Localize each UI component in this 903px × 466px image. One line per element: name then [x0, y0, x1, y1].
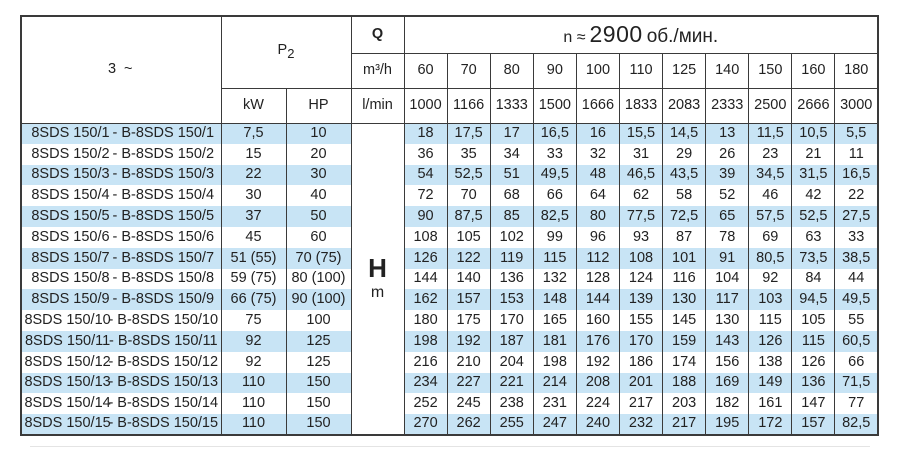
head-value-cell: 34 [490, 144, 533, 165]
kw-value-cell: 22 [221, 165, 286, 186]
head-unit: m [370, 284, 385, 302]
pump-model-primary: 8SDS 150/6 [31, 228, 110, 245]
head-value-cell: 92 [749, 269, 792, 290]
kw-value-cell: 66 (75) [221, 289, 286, 310]
head-value-cell: 33 [533, 144, 576, 165]
flow-m3h-col: 60 [404, 53, 447, 88]
pump-model-secondary: - B-8SDS 150/14 [108, 395, 219, 412]
flow-unit-lmin: l/min [351, 88, 404, 123]
pump-model-primary: 8SDS 150/10 [24, 311, 111, 328]
head-value-cell: 124 [619, 269, 662, 290]
flow-m3h-col: 110 [619, 53, 662, 88]
pump-model-cell [21, 227, 221, 248]
pump-model-secondary: - B-8SDS 150/9 [112, 291, 215, 308]
table-row [21, 248, 878, 269]
head-value-cell: 42 [792, 185, 835, 206]
head-value-cell: 143 [706, 331, 749, 352]
head-value-cell: 55 [835, 310, 878, 331]
head-value-cell: 153 [490, 289, 533, 310]
table-row [21, 414, 878, 435]
pump-model-cell [21, 185, 221, 206]
pump-model-cell [21, 123, 221, 144]
hp-header: HP [286, 88, 351, 123]
pump-model-cell [21, 414, 221, 435]
head-value-cell: 82,5 [835, 414, 878, 435]
hp-value-cell: 70 (75) [286, 248, 351, 269]
head-value-cell: 186 [619, 352, 662, 373]
pump-model-secondary: - B-8SDS 150/6 [112, 228, 215, 245]
pump-model-primary: 8SDS 150/5 [31, 207, 110, 224]
head-value-cell: 140 [447, 269, 490, 290]
head-value-cell: 65 [706, 206, 749, 227]
head-value-cell: 227 [447, 373, 490, 394]
head-value-cell: 57,5 [749, 206, 792, 227]
head-value-cell: 247 [533, 414, 576, 435]
head-value-cell: 198 [533, 352, 576, 373]
head-value-cell: 17,5 [447, 123, 490, 144]
pump-model-primary: 8SDS 150/12 [24, 353, 111, 370]
pump-model-cell [21, 144, 221, 165]
head-value-cell: 103 [749, 289, 792, 310]
kw-value-cell: 45 [221, 227, 286, 248]
head-value-cell: 104 [706, 269, 749, 290]
head-value-cell: 78 [706, 227, 749, 248]
pump-model-primary: 8SDS 150/4 [31, 187, 110, 204]
pump-model-cell [21, 352, 221, 373]
scan-artifact-line [30, 446, 870, 447]
head-value-cell: 66 [533, 185, 576, 206]
kw-value-cell: 15 [221, 144, 286, 165]
flow-header: Q [351, 16, 404, 53]
kw-value-cell: 75 [221, 310, 286, 331]
head-value-cell: 63 [792, 227, 835, 248]
pump-model-secondary: - B-8SDS 150/3 [112, 166, 215, 183]
flow-m3h-col: 90 [533, 53, 576, 88]
head-value-cell: 148 [533, 289, 576, 310]
head-value-cell: 217 [619, 393, 662, 414]
head-value-cell: 157 [792, 414, 835, 435]
table-row [21, 227, 878, 248]
p2-subscript: 2 [287, 46, 295, 62]
head-value-cell: 119 [490, 248, 533, 269]
head-value-cell: 29 [663, 144, 706, 165]
head-value-cell: 31 [619, 144, 662, 165]
head-value-cell: 234 [404, 373, 447, 394]
head-value-cell: 5,5 [835, 123, 878, 144]
head-value-cell: 91 [706, 248, 749, 269]
table-row [21, 185, 878, 206]
head-value-cell: 35 [447, 144, 490, 165]
head-value-cell: 149 [749, 373, 792, 394]
pump-model-cell [21, 269, 221, 290]
head-value-cell: 169 [706, 373, 749, 394]
table-row [21, 352, 878, 373]
table-row [21, 373, 878, 394]
kw-value-cell: 92 [221, 331, 286, 352]
head-value-cell: 31,5 [792, 165, 835, 186]
head-value-cell: 182 [706, 393, 749, 414]
head-value-cell: 26 [706, 144, 749, 165]
pump-model-secondary: - B-8SDS 150/13 [108, 374, 219, 391]
kw-value-cell: 7,5 [221, 123, 286, 144]
flow-m3h-col: 80 [490, 53, 533, 88]
head-value-cell: 165 [533, 310, 576, 331]
head-value-cell: 130 [663, 289, 706, 310]
phase-header: 3 ~ [21, 16, 221, 123]
head-value-cell: 270 [404, 414, 447, 435]
pump-model-primary: 8SDS 150/15 [24, 415, 111, 432]
head-value-cell: 96 [576, 227, 619, 248]
head-value-cell: 84 [792, 269, 835, 290]
head-value-cell: 180 [404, 310, 447, 331]
pump-model-primary: 8SDS 150/14 [24, 395, 111, 412]
hp-value-cell: 90 (100) [286, 289, 351, 310]
table-header [21, 16, 878, 123]
pump-model-secondary: - B-8SDS 150/11 [108, 332, 218, 349]
pump-model-primary: 8SDS 150/1 [31, 125, 110, 142]
kw-value-cell: 37 [221, 206, 286, 227]
head-value-cell: 122 [447, 248, 490, 269]
head-value-cell: 252 [404, 393, 447, 414]
head-value-cell: 72 [404, 185, 447, 206]
head-value-cell: 187 [490, 331, 533, 352]
flow-m3h-col: 150 [749, 53, 792, 88]
hp-value-cell: 80 (100) [286, 269, 351, 290]
pump-model-secondary: - B-8SDS 150/12 [108, 353, 219, 370]
pump-model-secondary: - B-8SDS 150/5 [112, 207, 215, 224]
head-value-cell: 217 [663, 414, 706, 435]
head-value-cell: 101 [663, 248, 706, 269]
pump-model-cell [21, 373, 221, 394]
pump-model-primary: 8SDS 150/9 [31, 291, 110, 308]
pump-model-cell [21, 165, 221, 186]
table-row [21, 165, 878, 186]
head-value-cell: 27,5 [835, 206, 878, 227]
pump-model-cell [21, 331, 221, 352]
pump-model-cell [21, 206, 221, 227]
head-value-cell: 22 [835, 185, 878, 206]
pump-model-secondary: - B-8SDS 150/4 [112, 187, 215, 204]
head-value-cell: 232 [619, 414, 662, 435]
head-value-cell: 73,5 [792, 248, 835, 269]
head-value-cell: 69 [749, 227, 792, 248]
pump-model-primary: 8SDS 150/3 [31, 166, 110, 183]
head-value-cell: 16,5 [533, 123, 576, 144]
head-value-cell: 245 [447, 393, 490, 414]
head-value-cell: 71,5 [835, 373, 878, 394]
head-value-cell: 38,5 [835, 248, 878, 269]
head-value-cell: 181 [533, 331, 576, 352]
flow-lmin-col: 1166 [447, 88, 490, 123]
head-value-cell: 34,5 [749, 165, 792, 186]
table-row [21, 123, 878, 144]
kw-value-cell: 110 [221, 414, 286, 435]
speed-prefix: n ≈ [563, 29, 586, 47]
head-value-cell: 112 [576, 248, 619, 269]
pump-model-cell [21, 393, 221, 414]
head-value-cell: 102 [490, 227, 533, 248]
head-value-cell: 147 [792, 393, 835, 414]
head-value-cell: 126 [749, 331, 792, 352]
kw-value-cell: 110 [221, 373, 286, 394]
speed-unit: об./мин. [646, 26, 719, 48]
head-value-cell: 136 [490, 269, 533, 290]
head-value-cell: 70 [447, 185, 490, 206]
hp-value-cell: 50 [286, 206, 351, 227]
head-value-cell: 159 [663, 331, 706, 352]
hp-value-cell: 150 [286, 414, 351, 435]
head-value-cell: 192 [447, 331, 490, 352]
flow-lmin-col: 2083 [663, 88, 706, 123]
flow-lmin-col: 3000 [835, 88, 878, 123]
head-value-cell: 176 [576, 331, 619, 352]
table-row [21, 144, 878, 165]
pump-model-primary: 8SDS 150/13 [24, 374, 111, 391]
head-value-cell: 43,5 [663, 165, 706, 186]
head-value-cell: 33 [835, 227, 878, 248]
head-value-cell: 105 [792, 310, 835, 331]
head-value-cell: 192 [576, 352, 619, 373]
pump-model-cell [21, 289, 221, 310]
pump-model-cell [21, 310, 221, 331]
kw-value-cell: 51 (55) [221, 248, 286, 269]
pump-model-primary: 8SDS 150/2 [31, 145, 110, 162]
table-row [21, 393, 878, 414]
flow-m3h-col: 180 [835, 53, 878, 88]
p2-header [221, 16, 351, 88]
head-value-cell: 49,5 [533, 165, 576, 186]
hp-value-cell: 150 [286, 373, 351, 394]
head-value-cell: 39 [706, 165, 749, 186]
head-value-cell: 210 [447, 352, 490, 373]
head-value-cell: 80,5 [749, 248, 792, 269]
head-value-cell: 117 [706, 289, 749, 310]
head-value-cell: 156 [706, 352, 749, 373]
table-row [21, 206, 878, 227]
head-value-cell: 108 [404, 227, 447, 248]
head-value-cell: 175 [447, 310, 490, 331]
head-value-cell: 161 [749, 393, 792, 414]
head-value-cell: 208 [576, 373, 619, 394]
head-value-cell: 115 [533, 248, 576, 269]
head-value-cell: 116 [663, 269, 706, 290]
head-label: H [368, 253, 387, 284]
head-value-cell: 255 [490, 414, 533, 435]
flow-m3h-col: 100 [576, 53, 619, 88]
head-value-cell: 32 [576, 144, 619, 165]
head-value-cell: 18 [404, 123, 447, 144]
head-value-cell: 77,5 [619, 206, 662, 227]
head-value-cell: 52,5 [792, 206, 835, 227]
head-value-cell: 87,5 [447, 206, 490, 227]
head-value-cell: 82,5 [533, 206, 576, 227]
table-row [21, 289, 878, 310]
flow-m3h-col: 160 [792, 53, 835, 88]
head-value-cell: 14,5 [663, 123, 706, 144]
flow-lmin-col: 1000 [404, 88, 447, 123]
hp-value-cell: 125 [286, 352, 351, 373]
pump-model-cell [21, 248, 221, 269]
head-value-cell: 51 [490, 165, 533, 186]
flow-lmin-col: 2333 [706, 88, 749, 123]
pump-model-secondary: - B-8SDS 150/7 [112, 249, 215, 266]
head-value-cell: 115 [792, 331, 835, 352]
head-value-cell: 238 [490, 393, 533, 414]
head-value-cell: 68 [490, 185, 533, 206]
head-value-cell: 216 [404, 352, 447, 373]
kw-value-cell: 110 [221, 393, 286, 414]
head-value-cell: 72,5 [663, 206, 706, 227]
head-value-cell: 105 [447, 227, 490, 248]
pump-model-primary: 8SDS 150/7 [31, 249, 110, 266]
head-value-cell: 126 [792, 352, 835, 373]
head-value-cell: 172 [749, 414, 792, 435]
head-value-cell: 204 [490, 352, 533, 373]
head-value-cell: 44 [835, 269, 878, 290]
hp-value-cell: 30 [286, 165, 351, 186]
flow-m3h-col: 140 [706, 53, 749, 88]
hp-value-cell: 125 [286, 331, 351, 352]
head-value-cell: 126 [404, 248, 447, 269]
head-value-cell: 21 [792, 144, 835, 165]
speed-value: 2900 [589, 21, 643, 48]
head-value-cell: 231 [533, 393, 576, 414]
head-value-cell: 155 [619, 310, 662, 331]
pump-model-secondary: - B-8SDS 150/1 [112, 125, 215, 142]
head-value-cell: 46 [749, 185, 792, 206]
header-row-1 [21, 16, 878, 53]
head-value-cell: 115 [749, 310, 792, 331]
head-value-cell: 77 [835, 393, 878, 414]
head-value-cell: 136 [792, 373, 835, 394]
head-value-cell: 60,5 [835, 331, 878, 352]
head-value-cell: 139 [619, 289, 662, 310]
head-value-cell: 214 [533, 373, 576, 394]
head-value-cell: 221 [490, 373, 533, 394]
head-value-cell: 144 [576, 289, 619, 310]
flow-m3h-col: 70 [447, 53, 490, 88]
speed-header [404, 16, 878, 53]
head-value-cell: 23 [749, 144, 792, 165]
hp-value-cell: 40 [286, 185, 351, 206]
hp-value-cell: 60 [286, 227, 351, 248]
kw-value-cell: 92 [221, 352, 286, 373]
kw-value-cell: 30 [221, 185, 286, 206]
p2-label: P [277, 42, 288, 59]
head-value-cell: 240 [576, 414, 619, 435]
head-value-cell: 198 [404, 331, 447, 352]
head-value-cell: 10,5 [792, 123, 835, 144]
head-value-cell: 13 [706, 123, 749, 144]
head-value-cell: 49,5 [835, 289, 878, 310]
head-value-cell: 85 [490, 206, 533, 227]
head-value-cell: 132 [533, 269, 576, 290]
flow-lmin-col: 2666 [792, 88, 835, 123]
head-value-cell: 15,5 [619, 123, 662, 144]
head-value-cell: 138 [749, 352, 792, 373]
flow-lmin-col: 2500 [749, 88, 792, 123]
head-value-cell: 66 [835, 352, 878, 373]
head-value-cell: 80 [576, 206, 619, 227]
head-value-cell: 52 [706, 185, 749, 206]
head-value-cell: 108 [619, 248, 662, 269]
head-value-cell: 16,5 [835, 165, 878, 186]
head-value-cell: 58 [663, 185, 706, 206]
head-value-cell: 170 [619, 331, 662, 352]
head-value-cell: 36 [404, 144, 447, 165]
head-value-cell: 64 [576, 185, 619, 206]
head-value-cell: 87 [663, 227, 706, 248]
pump-performance-table [20, 15, 879, 436]
flow-lmin-col: 1500 [533, 88, 576, 123]
table-row [21, 269, 878, 290]
head-value-cell: 144 [404, 269, 447, 290]
pump-model-secondary: - B-8SDS 150/8 [112, 270, 215, 287]
head-value-cell: 16 [576, 123, 619, 144]
head-value-cell: 128 [576, 269, 619, 290]
head-value-cell: 160 [576, 310, 619, 331]
table-row [21, 331, 878, 352]
hp-value-cell: 150 [286, 393, 351, 414]
head-value-cell: 170 [490, 310, 533, 331]
flow-m3h-col: 125 [663, 53, 706, 88]
flow-lmin-col: 1333 [490, 88, 533, 123]
head-value-cell: 174 [663, 352, 706, 373]
pump-model-secondary: - B-8SDS 150/2 [112, 145, 215, 162]
head-value-cell: 48 [576, 165, 619, 186]
head-value-cell: 157 [447, 289, 490, 310]
head-value-cell: 99 [533, 227, 576, 248]
hp-value-cell: 10 [286, 123, 351, 144]
head-value-cell: 46,5 [619, 165, 662, 186]
head-value-cell: 62 [619, 185, 662, 206]
head-value-cell: 90 [404, 206, 447, 227]
head-value-cell: 201 [619, 373, 662, 394]
flow-lmin-col: 1833 [619, 88, 662, 123]
head-value-cell: 93 [619, 227, 662, 248]
head-value-cell: 52,5 [447, 165, 490, 186]
head-value-cell: 11 [835, 144, 878, 165]
kw-value-cell: 59 (75) [221, 269, 286, 290]
pump-model-primary: 8SDS 150/8 [31, 270, 110, 287]
pump-model-secondary: - B-8SDS 150/10 [108, 311, 219, 328]
head-value-cell: 130 [706, 310, 749, 331]
pump-model-secondary: - B-8SDS 150/15 [108, 415, 219, 432]
head-value-cell: 262 [447, 414, 490, 435]
flow-unit-m3h: m³/h [351, 53, 404, 88]
head-column-cell [351, 123, 404, 435]
head-value-cell: 17 [490, 123, 533, 144]
head-value-cell: 94,5 [792, 289, 835, 310]
hp-value-cell: 20 [286, 144, 351, 165]
head-value-cell: 162 [404, 289, 447, 310]
head-value-cell: 11,5 [749, 123, 792, 144]
hp-value-cell: 100 [286, 310, 351, 331]
flow-lmin-col: 1666 [576, 88, 619, 123]
head-value-cell: 203 [663, 393, 706, 414]
kw-header: kW [221, 88, 286, 123]
head-value-cell: 195 [706, 414, 749, 435]
head-value-cell: 224 [576, 393, 619, 414]
head-value-cell: 54 [404, 165, 447, 186]
table-row [21, 310, 878, 331]
head-value-cell: 188 [663, 373, 706, 394]
table-body [21, 123, 878, 435]
pump-model-primary: 8SDS 150/11 [24, 332, 111, 349]
head-value-cell: 145 [663, 310, 706, 331]
